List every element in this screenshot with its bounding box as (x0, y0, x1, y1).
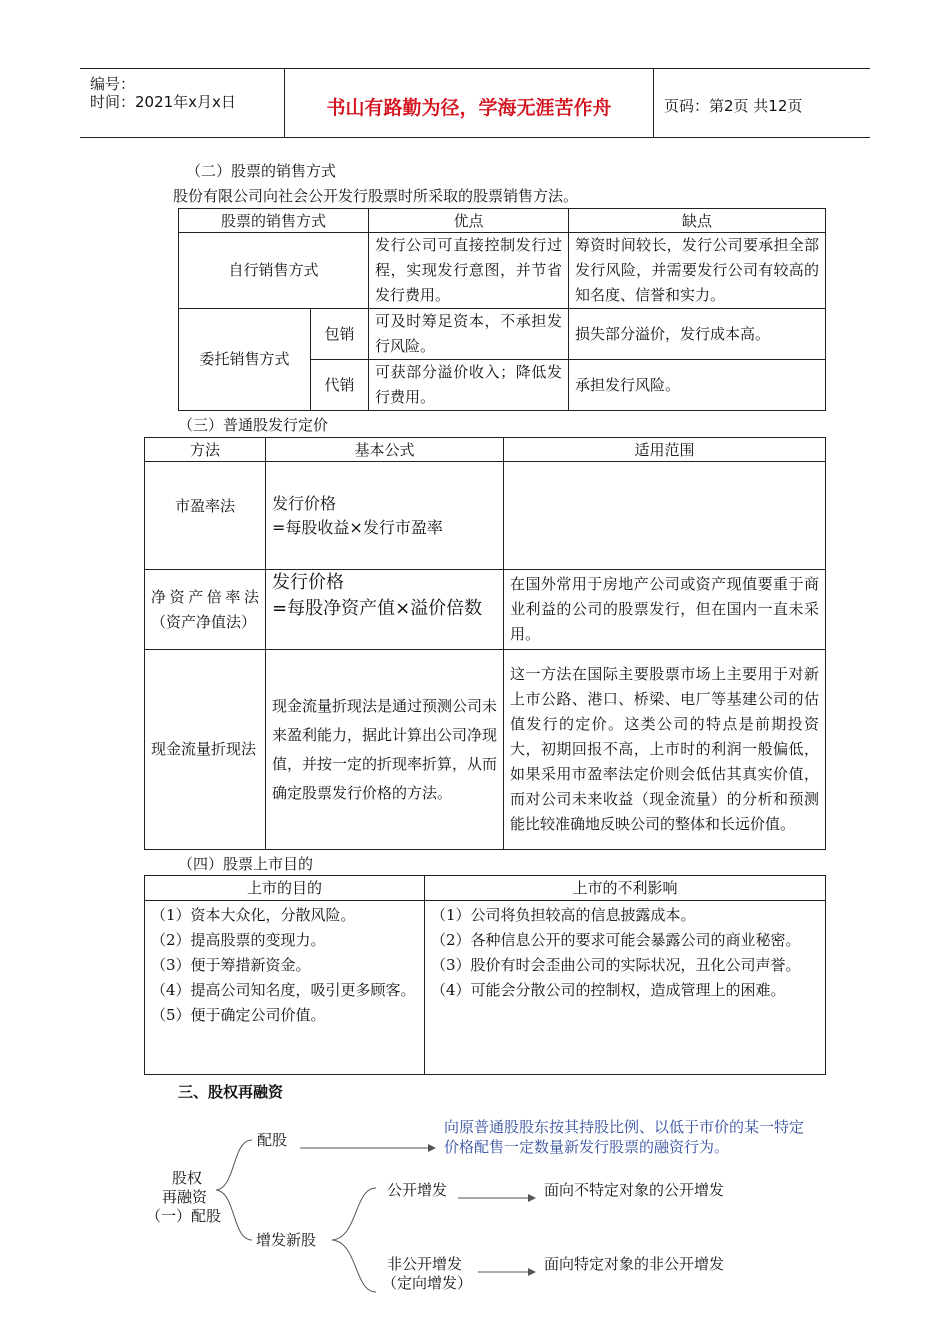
list-item: （4）可能会分散公司的控制权，造成管理上的困难。 (431, 981, 786, 999)
table-header-cons: 缺点 (569, 209, 826, 233)
entrust-label: 委托销售方式 (179, 309, 311, 411)
self-sale-label: 自行销售方式 (179, 233, 369, 309)
agency-cons: 承担发行风险。 (569, 360, 826, 411)
header-motto: 书山有路勤为径，学海无涯苦作舟 (326, 97, 612, 119)
root-node-line1: 股权 (172, 1169, 203, 1187)
nav-formula-line1: 发行价格 (272, 572, 344, 593)
private-arrow-head (528, 1268, 536, 1276)
table-header-method: 股票的销售方式 (179, 209, 369, 233)
pe-scope (504, 462, 826, 570)
table-header-method: 方法 (145, 438, 266, 462)
pe-formula-line1: 发行价格 (272, 494, 337, 513)
header-meta-cell (80, 69, 284, 137)
pricing-table (144, 437, 826, 850)
rights-issue-desc: 向原普通股股东按其持股比例、以低于市价的某一特定价格配售一定数量新发行股票的融资行为。 (444, 1118, 805, 1156)
underwrite-label: 包销 (311, 309, 369, 360)
self-sale-cons: 筹资时间较长，发行公司要承担全部发行风险，并需要发行公司有较高的知名度、信誉和实力。 (569, 233, 826, 309)
rights-issue-node: 配股 (257, 1131, 288, 1149)
agency-pros: 可获部分溢价收入；降低发行费用。 (369, 360, 569, 411)
header-motto-cell (284, 69, 654, 137)
table-header-scope: 适用范围 (504, 438, 826, 462)
root-brace (216, 1140, 252, 1240)
agency-label: 代销 (311, 360, 369, 411)
public-offer-node: 公开增发 (387, 1181, 448, 1199)
list-item: （1）资本大众化，分散风险。 (151, 906, 356, 924)
private-offer-node-sub: （定向增发） (382, 1274, 473, 1292)
table-header-pros: 优点 (369, 209, 569, 233)
seo-brace (332, 1188, 376, 1292)
table-header-purpose: 上市的目的 (145, 876, 425, 901)
seo-node: 增发新股 (256, 1231, 317, 1249)
public-offer-desc: 面向不特定对象的公开增发 (544, 1181, 725, 1199)
pe-formula-line2: =每股收益×发行市盈率 (272, 518, 443, 537)
section2-heading: （二）股票的销售方式 (186, 162, 337, 180)
dcf-method-name: 现金流量折现法 (145, 650, 266, 850)
dcf-scope: 这一方法在国际主要股票市场上主要用于对新上市公路、港口、桥梁、电厂等基建公司的估值发行的定价。这类公司的特点是前期投资大，初期回报不高，上市时的利润一般偏低，如果采用市盈率法定价则会低估其真实价值，而对公司未来收益（现金流量）的分析和预测能比较准确地反映公司的整体和长远价值。 (504, 650, 826, 850)
nav-scope: 在国外常用于房地产公司或资产现值要重于商业利益的公司的股票发行，但在国内一直未采用。 (504, 570, 826, 650)
underwrite-cons: 损失部分溢价，发行成本高。 (569, 309, 826, 360)
section3-heading: （三）普通股发行定价 (178, 416, 329, 434)
self-sale-pros: 发行公司可直接控制发行过程，实现发行意图，并节省发行费用。 (369, 233, 569, 309)
pe-formula (266, 462, 504, 570)
section2-intro: 股份有限公司向社会公开发行股票时所采取的股票销售方法。 (173, 187, 579, 205)
table-header-formula: 基本公式 (266, 438, 504, 462)
private-offer-node: 非公开增发 (387, 1255, 463, 1273)
private-offer-desc: 面向特定对象的非公开增发 (544, 1255, 725, 1273)
page-header (80, 68, 870, 138)
list-item: （3）股价有时会歪曲公司的实际状况，丑化公司声誉。 (431, 956, 801, 974)
header-date: 时间：2021年x月x日 (90, 93, 236, 111)
purpose-list (145, 901, 425, 1075)
section4-heading: （四）股票上市目的 (178, 855, 314, 873)
list-item: （5）便于确定公司价值。 (151, 1006, 326, 1024)
refinance-heading: 三、股权再融资 (178, 1083, 284, 1101)
root-node-line3: （一）配股 (146, 1207, 222, 1225)
header-page-info: 页码：第2页 共12页 (664, 97, 803, 115)
dcf-formula: 现金流量折现法是通过预测公司未来盈利能力，据此计算出公司净现值，并按一定的折现率折算，从而确定股票发行价格的方法。 (266, 650, 504, 850)
nav-method-name: 净资产倍率法（资产净值法） (145, 570, 266, 650)
sales-method-table (178, 208, 826, 411)
rights-arrow-head (428, 1144, 436, 1152)
nav-formula (266, 570, 504, 650)
pe-method-name: 市盈率法 (145, 462, 266, 570)
list-item: （2）各种信息公开的要求可能会暴露公司的商业秘密。 (431, 931, 801, 949)
root-node-line2: 再融资 (162, 1188, 208, 1206)
list-item: （1）公司将负担较高的信息披露成本。 (431, 906, 696, 924)
table-header-negative: 上市的不利影响 (425, 876, 826, 901)
list-item: （3）便于筹措新资金。 (151, 956, 311, 974)
negative-list (425, 901, 826, 1075)
list-item: （4）提高公司知名度，吸引更多顾客。 (151, 981, 416, 999)
list-item: （2）提高股票的变现力。 (151, 931, 326, 949)
underwrite-pros: 可及时筹足资本，不承担发行风险。 (369, 309, 569, 360)
header-number: 编号： (90, 75, 136, 93)
listing-table (144, 875, 826, 1075)
header-page-cell (652, 69, 870, 137)
nav-formula-line2: =每股净资产值×溢价倍数 (272, 598, 483, 619)
public-arrow-head (528, 1194, 536, 1202)
